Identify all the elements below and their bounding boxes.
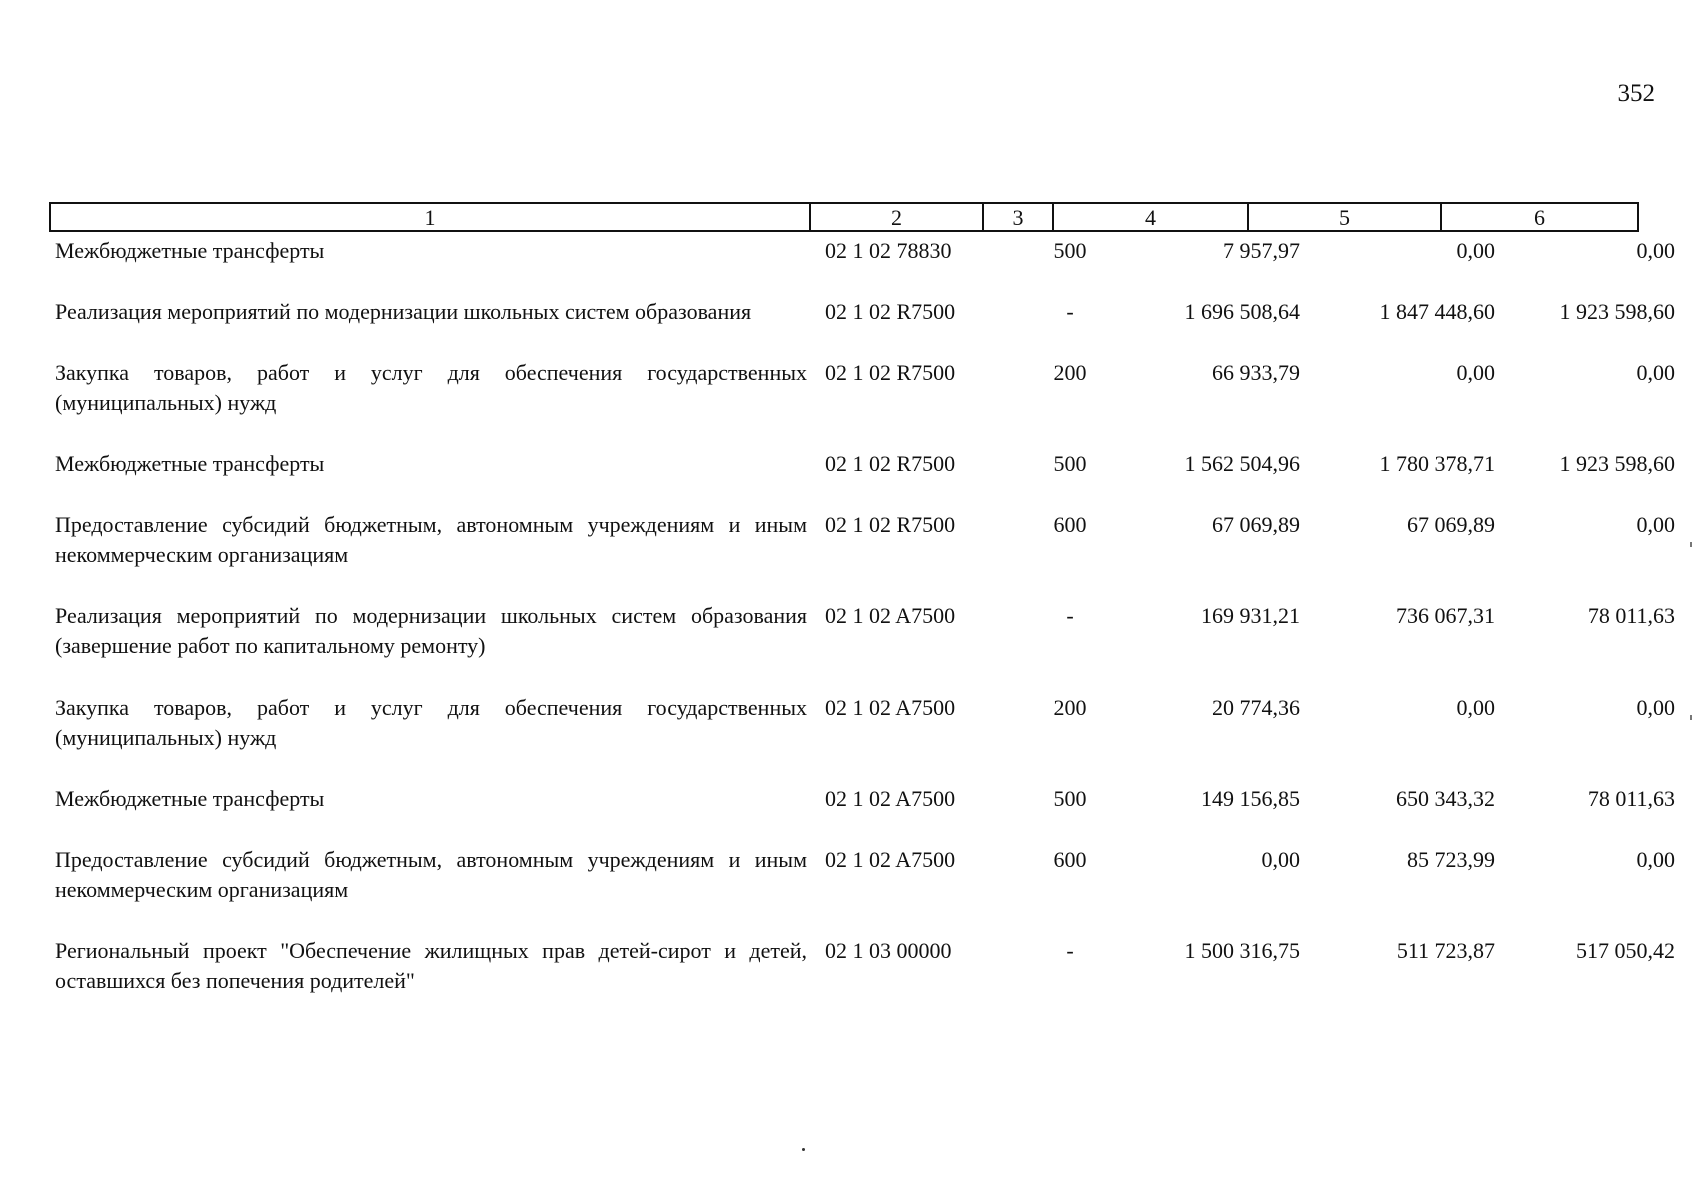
row-name: Реализация мероприятий по модернизации школьных систем образования (завершение работ по капитальному ремонту) <box>55 603 807 658</box>
scan-edge-mark <box>1690 542 1692 547</box>
row-code: 02 1 02 A7500 <box>825 847 956 872</box>
row-value-col5: 67 069,89 <box>1407 512 1495 537</box>
row-value-col6: 78 011,63 <box>1587 786 1675 811</box>
row-name: Закупка товаров, работ и услуг для обеспечения государственных (муниципальных) нужд <box>55 695 807 750</box>
scan-edge-mark <box>1690 715 1692 720</box>
row-code: 02 1 02 R7500 <box>825 360 956 385</box>
row-value-col4: 169 931,21 <box>1201 603 1300 628</box>
row-value-col5: 85 723,99 <box>1407 847 1495 872</box>
row-value-col4: 149 156,85 <box>1201 786 1300 811</box>
header-col-1: 1 <box>424 205 436 230</box>
row-value-col6: 0,00 <box>1636 360 1675 385</box>
row-value-col4: 0,00 <box>1261 847 1300 872</box>
row-type: 500 <box>1053 451 1087 476</box>
row-name: Межбюджетные трансферты <box>55 451 325 476</box>
page-number: 352 <box>1617 80 1655 107</box>
header-col-3: 3 <box>982 204 1052 230</box>
row-value-col5: 650 343,32 <box>1396 786 1495 811</box>
header-col-5: 5 <box>1247 204 1440 230</box>
row-name: Межбюджетные трансферты <box>55 238 325 263</box>
row-value-col4: 1 696 508,64 <box>1184 299 1300 324</box>
row-value-col6: 0,00 <box>1636 512 1675 537</box>
row-value-col4: 1 500 316,75 <box>1184 938 1300 963</box>
row-name: Закупка товаров, работ и услуг для обеспечения государственных (муниципальных) нужд <box>55 360 807 415</box>
row-value-col5: 0,00 <box>1456 360 1495 385</box>
row-code: 02 1 02 A7500 <box>825 603 956 628</box>
row-value-col6: 0,00 <box>1636 847 1675 872</box>
row-value-col5: 736 067,31 <box>1396 603 1495 628</box>
scan-dot <box>802 1148 805 1151</box>
row-type: - <box>1066 938 1074 963</box>
row-value-col5: 1 847 448,60 <box>1379 299 1495 324</box>
row-value-col5: 511 723,87 <box>1396 938 1495 963</box>
row-code: 02 1 02 A7500 <box>825 786 956 811</box>
row-code: 02 1 02 78830 <box>825 238 952 263</box>
row-type: 200 <box>1053 360 1087 385</box>
row-name: Реализация мероприятий по модернизации школьных систем образования <box>55 299 752 324</box>
row-value-col5: 0,00 <box>1456 695 1495 720</box>
row-value-col4: 20 774,36 <box>1212 695 1300 720</box>
row-value-col6: 0,00 <box>1636 695 1675 720</box>
row-value-col6: 1 923 598,60 <box>1559 451 1675 476</box>
row-code: 02 1 02 R7500 <box>825 299 956 324</box>
row-name: Региональный проект "Обеспечение жилищных прав детей-сирот и детей, оставшихся без попечения родителей" <box>55 938 807 993</box>
row-value-col4: 67 069,89 <box>1212 512 1300 537</box>
row-type: 500 <box>1053 786 1087 811</box>
header-col-4: 4 <box>1052 204 1247 230</box>
row-value-col5: 0,00 <box>1456 238 1495 263</box>
row-type: 600 <box>1053 512 1087 537</box>
row-type: 600 <box>1053 847 1087 872</box>
row-code: 02 1 03 00000 <box>825 938 952 963</box>
row-code: 02 1 02 A7500 <box>825 695 956 720</box>
row-value-col6: 517 050,42 <box>1576 938 1675 963</box>
table-header <box>49 202 1639 232</box>
row-code: 02 1 02 R7500 <box>825 512 956 537</box>
row-type: 500 <box>1053 238 1087 263</box>
row-value-col4: 66 933,79 <box>1212 360 1300 385</box>
row-value-col5: 1 780 378,71 <box>1379 451 1495 476</box>
row-value-col6: 1 923 598,60 <box>1559 299 1675 324</box>
row-value-col4: 1 562 504,96 <box>1184 451 1300 476</box>
header-col-6: 6 <box>1440 204 1637 230</box>
row-name: Предоставление субсидий бюджетным, автономным учреждениям и иным некоммерческим организациям <box>55 512 807 567</box>
header-col-2: 2 <box>809 204 982 230</box>
row-name: Предоставление субсидий бюджетным, автономным учреждениям и иным некоммерческим организациям <box>55 847 807 902</box>
row-name: Межбюджетные трансферты <box>55 786 325 811</box>
row-code: 02 1 02 R7500 <box>825 451 956 476</box>
row-type: - <box>1066 299 1074 324</box>
row-value-col6: 0,00 <box>1636 238 1675 263</box>
row-value-col6: 78 011,63 <box>1587 603 1675 628</box>
row-value-col4: 7 957,97 <box>1223 238 1300 263</box>
row-type: 200 <box>1053 695 1087 720</box>
row-type: - <box>1066 603 1074 628</box>
